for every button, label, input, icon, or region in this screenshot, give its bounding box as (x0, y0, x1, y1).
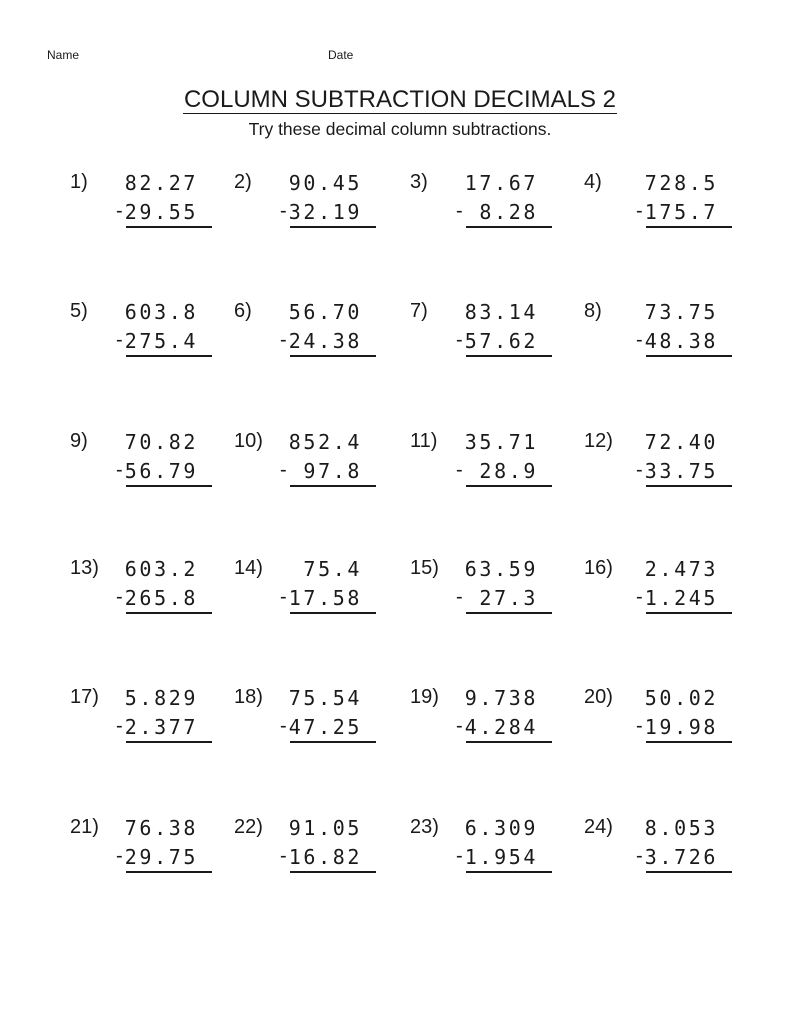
problem-3 (410, 171, 590, 251)
answer-line (646, 612, 732, 614)
subtrahend: 57.62 (464, 329, 538, 353)
answer-line (466, 871, 552, 873)
answer-line (646, 741, 732, 743)
subtrahend: 16.82 (288, 845, 362, 869)
minuend: 70.82 (124, 430, 198, 454)
problem-number: 20) (584, 686, 613, 708)
problem-10 (234, 430, 414, 510)
minuend: 90.45 (288, 171, 362, 195)
problem-number: 10) (234, 430, 263, 452)
subtrahend: 56.79 (124, 459, 198, 483)
minus-sign: - (116, 586, 123, 608)
minus-sign: - (636, 845, 643, 867)
answer-line (126, 226, 212, 228)
worksheet-instructions: Try these decimal column subtractions. (248, 119, 552, 139)
minuend: 82.27 (124, 171, 198, 195)
minus-sign: - (456, 586, 463, 608)
answer-line (646, 355, 732, 357)
subtrahend: 8.28 (479, 200, 538, 224)
minuend: 76.38 (124, 816, 198, 840)
problem-number: 11) (410, 430, 438, 452)
problem-2 (234, 171, 414, 251)
subtrahend: 27.3 (479, 586, 538, 610)
subtrahend: 24.38 (288, 329, 362, 353)
problem-number: 18) (234, 686, 263, 708)
minuend: 6.309 (464, 816, 538, 840)
subtrahend: 17.58 (288, 586, 362, 610)
problem-5 (70, 300, 250, 380)
problem-11 (410, 430, 590, 510)
minus-sign: - (456, 715, 463, 737)
minus-sign: - (456, 459, 463, 481)
answer-line (126, 355, 212, 357)
problem-number: 22) (234, 816, 263, 838)
minuend: 73.75 (644, 300, 718, 324)
problem-12 (584, 430, 764, 510)
minus-sign: - (456, 845, 463, 867)
problem-20 (584, 686, 764, 766)
problem-number: 8) (584, 300, 602, 322)
subtrahend: 1.245 (644, 586, 718, 610)
problem-8 (584, 300, 764, 380)
problem-number: 7) (410, 300, 428, 322)
subtrahend: 33.75 (644, 459, 718, 483)
minuend: 63.59 (464, 557, 538, 581)
minuend: 75.4 (303, 557, 362, 581)
problem-22 (234, 816, 414, 896)
minuend: 50.02 (644, 686, 718, 710)
minus-sign: - (636, 459, 643, 481)
problem-9 (70, 430, 250, 510)
subtrahend: 29.75 (124, 845, 198, 869)
subtrahend: 29.55 (124, 200, 198, 224)
minuend: 852.4 (288, 430, 362, 454)
subtrahend: 275.4 (124, 329, 198, 353)
answer-line (466, 612, 552, 614)
minuend: 17.67 (464, 171, 538, 195)
answer-line (646, 485, 732, 487)
minus-sign: - (636, 586, 643, 608)
problem-24 (584, 816, 764, 896)
problem-18 (234, 686, 414, 766)
subtrahend: 32.19 (288, 200, 362, 224)
subtrahend: 3.726 (644, 845, 718, 869)
answer-line (290, 355, 376, 357)
answer-line (290, 226, 376, 228)
subtrahend: 175.7 (644, 200, 718, 224)
problem-number: 23) (410, 816, 439, 838)
problem-16 (584, 557, 764, 637)
minuend: 2.473 (644, 557, 718, 581)
minuend: 75.54 (288, 686, 362, 710)
minus-sign: - (636, 200, 643, 222)
answer-line (126, 741, 212, 743)
minuend: 56.70 (288, 300, 362, 324)
worksheet-title-text: COLUMN SUBTRACTION DECIMALS 2 (183, 86, 617, 113)
subtrahend: 47.25 (288, 715, 362, 739)
minus-sign: - (280, 329, 287, 351)
problem-7 (410, 300, 590, 380)
answer-line (466, 355, 552, 357)
problem-23 (410, 816, 590, 896)
answer-line (290, 612, 376, 614)
minuend: 5.829 (124, 686, 198, 710)
problem-number: 12) (584, 430, 613, 452)
problem-number: 5) (70, 300, 88, 322)
problem-number: 9) (70, 430, 88, 452)
minus-sign: - (456, 329, 463, 351)
minus-sign: - (636, 329, 643, 351)
subtrahend: 19.98 (644, 715, 718, 739)
answer-line (290, 741, 376, 743)
answer-line (466, 741, 552, 743)
answer-line (646, 871, 732, 873)
problem-number: 1) (70, 171, 88, 193)
minuend: 83.14 (464, 300, 538, 324)
problem-19 (410, 686, 590, 766)
subtrahend: 2.377 (124, 715, 198, 739)
minus-sign: - (116, 459, 123, 481)
minus-sign: - (456, 200, 463, 222)
subtrahend: 1.954 (464, 845, 538, 869)
problem-1 (70, 171, 250, 251)
subtrahend: 28.9 (479, 459, 538, 483)
subtrahend: 97.8 (303, 459, 362, 483)
problem-number: 19) (410, 686, 439, 708)
minus-sign: - (636, 715, 643, 737)
problem-13 (70, 557, 250, 637)
problem-number: 13) (70, 557, 99, 579)
problem-number: 6) (234, 300, 252, 322)
problem-number: 24) (584, 816, 613, 838)
problem-21 (70, 816, 250, 896)
problem-number: 17) (70, 686, 99, 708)
minus-sign: - (280, 586, 287, 608)
problem-4 (584, 171, 764, 251)
subtrahend: 48.38 (644, 329, 718, 353)
minuend: 8.053 (644, 816, 718, 840)
problem-14 (234, 557, 414, 637)
minuend: 9.738 (464, 686, 538, 710)
answer-line (126, 612, 212, 614)
answer-line (290, 871, 376, 873)
minus-sign: - (116, 329, 123, 351)
problem-15 (410, 557, 590, 637)
minuend: 35.71 (464, 430, 538, 454)
minus-sign: - (280, 715, 287, 737)
answer-line (290, 485, 376, 487)
answer-line (466, 485, 552, 487)
minuend: 603.8 (124, 300, 198, 324)
answer-line (126, 485, 212, 487)
answer-line (126, 871, 212, 873)
answer-line (466, 226, 552, 228)
minus-sign: - (116, 200, 123, 222)
minus-sign: - (116, 845, 123, 867)
problem-number: 2) (234, 171, 252, 193)
minuend: 91.05 (288, 816, 362, 840)
problem-number: 4) (584, 171, 602, 193)
problem-number: 21) (70, 816, 99, 838)
minuend: 728.5 (644, 171, 718, 195)
subtrahend: 4.284 (464, 715, 538, 739)
name-label: Name (47, 48, 80, 62)
minuend: 603.2 (124, 557, 198, 581)
minus-sign: - (280, 200, 287, 222)
minus-sign: - (116, 715, 123, 737)
problem-17 (70, 686, 250, 766)
minuend: 72.40 (644, 430, 718, 454)
problem-number: 16) (584, 557, 613, 579)
problem-number: 3) (410, 171, 428, 193)
problem-number: 15) (410, 557, 439, 579)
subtrahend: 265.8 (124, 586, 198, 610)
answer-line (646, 226, 732, 228)
problem-6 (234, 300, 414, 380)
date-label: Date (328, 48, 354, 62)
problem-number: 14) (234, 557, 263, 579)
minus-sign: - (280, 459, 287, 481)
minus-sign: - (280, 845, 287, 867)
